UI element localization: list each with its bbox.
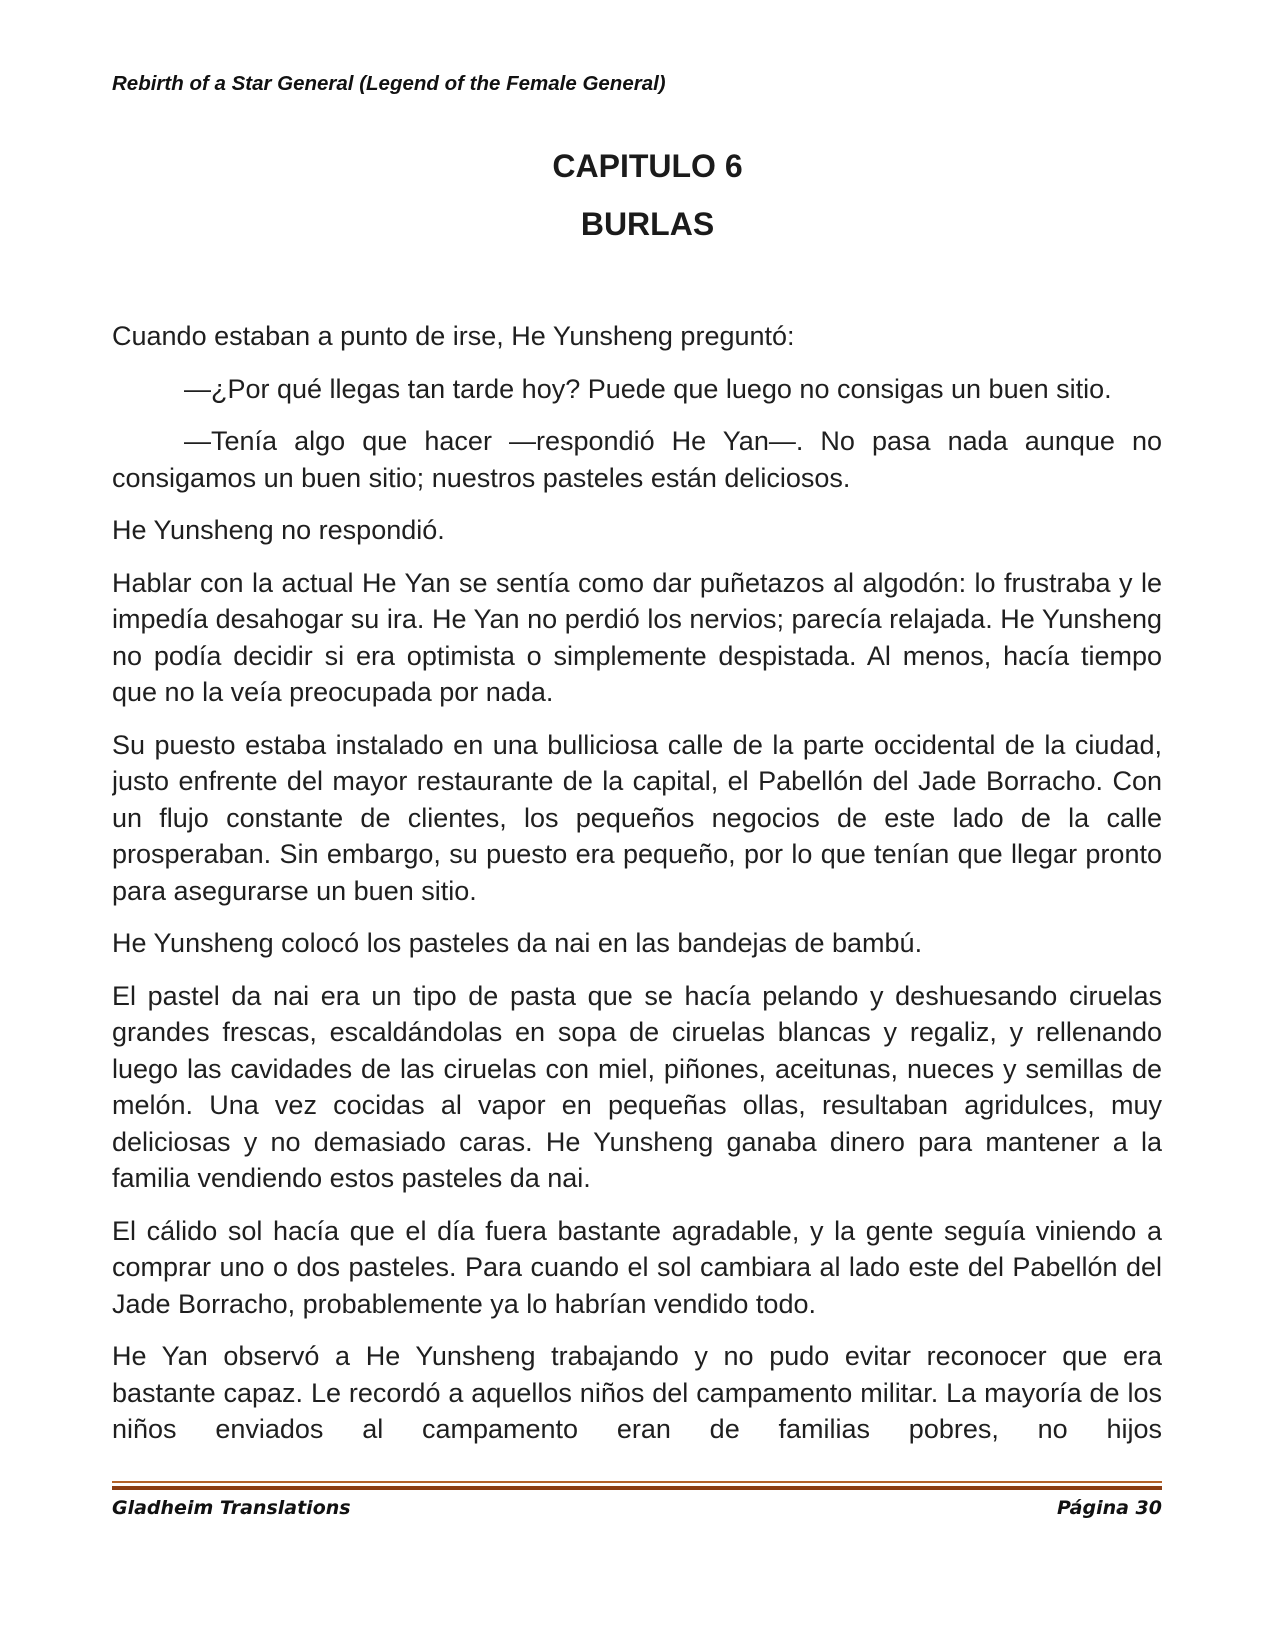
chapter-number: CAPITULO 6	[552, 148, 743, 184]
paragraph: He Yunsheng no respondió.	[112, 515, 445, 545]
paragraph: —Tenía algo que hacer —respondió He Yan—. No pasa nada aunque no consigamos un buen sitio; nuestros pasteles están deliciosos.	[112, 426, 1162, 493]
footer-rule	[112, 1481, 1162, 1483]
paragraph: Cuando estaban a punto de irse, He Yunsheng preguntó:	[112, 321, 795, 351]
footer-publisher: Gladheim Translations	[112, 1497, 351, 1519]
paragraph: Su puesto estaba instalado en una bulliciosa calle de la parte occidental de la ciudad, justo enfrente del mayor restaurante de la capital, el Pabellón del Jade Borracho. Con un flujo constante de clientes, los pequeños negocios de este lado de la calle prosperaban. Sin embargo, su puesto era pequeño, por lo que tenían que llegar pronto para asegurarse un buen sitio.	[112, 729, 1162, 906]
paragraph: —¿Por qué llegas tan tarde hoy? Puede que luego no consigas un buen sitio.	[184, 373, 1112, 404]
chapter-title: BURLAS	[580, 206, 715, 242]
paragraph: El pastel da nai era un tipo de pasta que se hacía pelando y deshuesando ciruelas grandes frescas, escaldándolas en sopa de ciruelas blancas y regaliz, y rellenando luego las cavidades de las ciruelas con miel, piñones, aceitunas, nueces y semillas de melón. Una vez cocidas al vapor en pequeñas ollas, resultaban agridulces, muy deliciosas y no demasiado caras. He Yunsheng ganaba dinero para mantener a la familia vendiendo estos pasteles da nai.	[112, 980, 1162, 1193]
running-header-title: Rebirth of a Star General (Legend of the Female General)	[112, 72, 666, 95]
footer-rule-thick	[112, 1486, 1162, 1490]
paragraph: He Yunsheng colocó los pasteles da nai en las bandejas de bambú.	[112, 928, 923, 958]
paragraph: Hablar con la actual He Yan se sentía como dar puñetazos al algodón: lo frustraba y le impedía desahogar su ira. He Yan no perdió los nervios; parecía relajada. He Yunsheng no podía decidir si era optimista o simplemente despistada. Al menos, hacía tiempo que no la veía preocupada por nada.	[112, 567, 1162, 707]
paragraph: El cálido sol hacía que el día fuera bastante agradable, y la gente seguía viniendo a comprar uno o dos pasteles. Para cuando el sol cambiara al lado este del Pabellón del Jade Borracho, probablemente ya lo habrían vendido todo.	[112, 1215, 1162, 1319]
paragraph: He Yan observó a He Yunsheng trabajando y no pudo evitar reconocer que era bastante capaz. Le recordó a aquellos niños del campamento militar. La mayoría de los niños enviados al campamento eran de familias pobres, no hijos	[112, 1341, 1162, 1444]
footer-page-number: Página 30	[1056, 1497, 1162, 1519]
body-text	[112, 318, 1162, 1473]
